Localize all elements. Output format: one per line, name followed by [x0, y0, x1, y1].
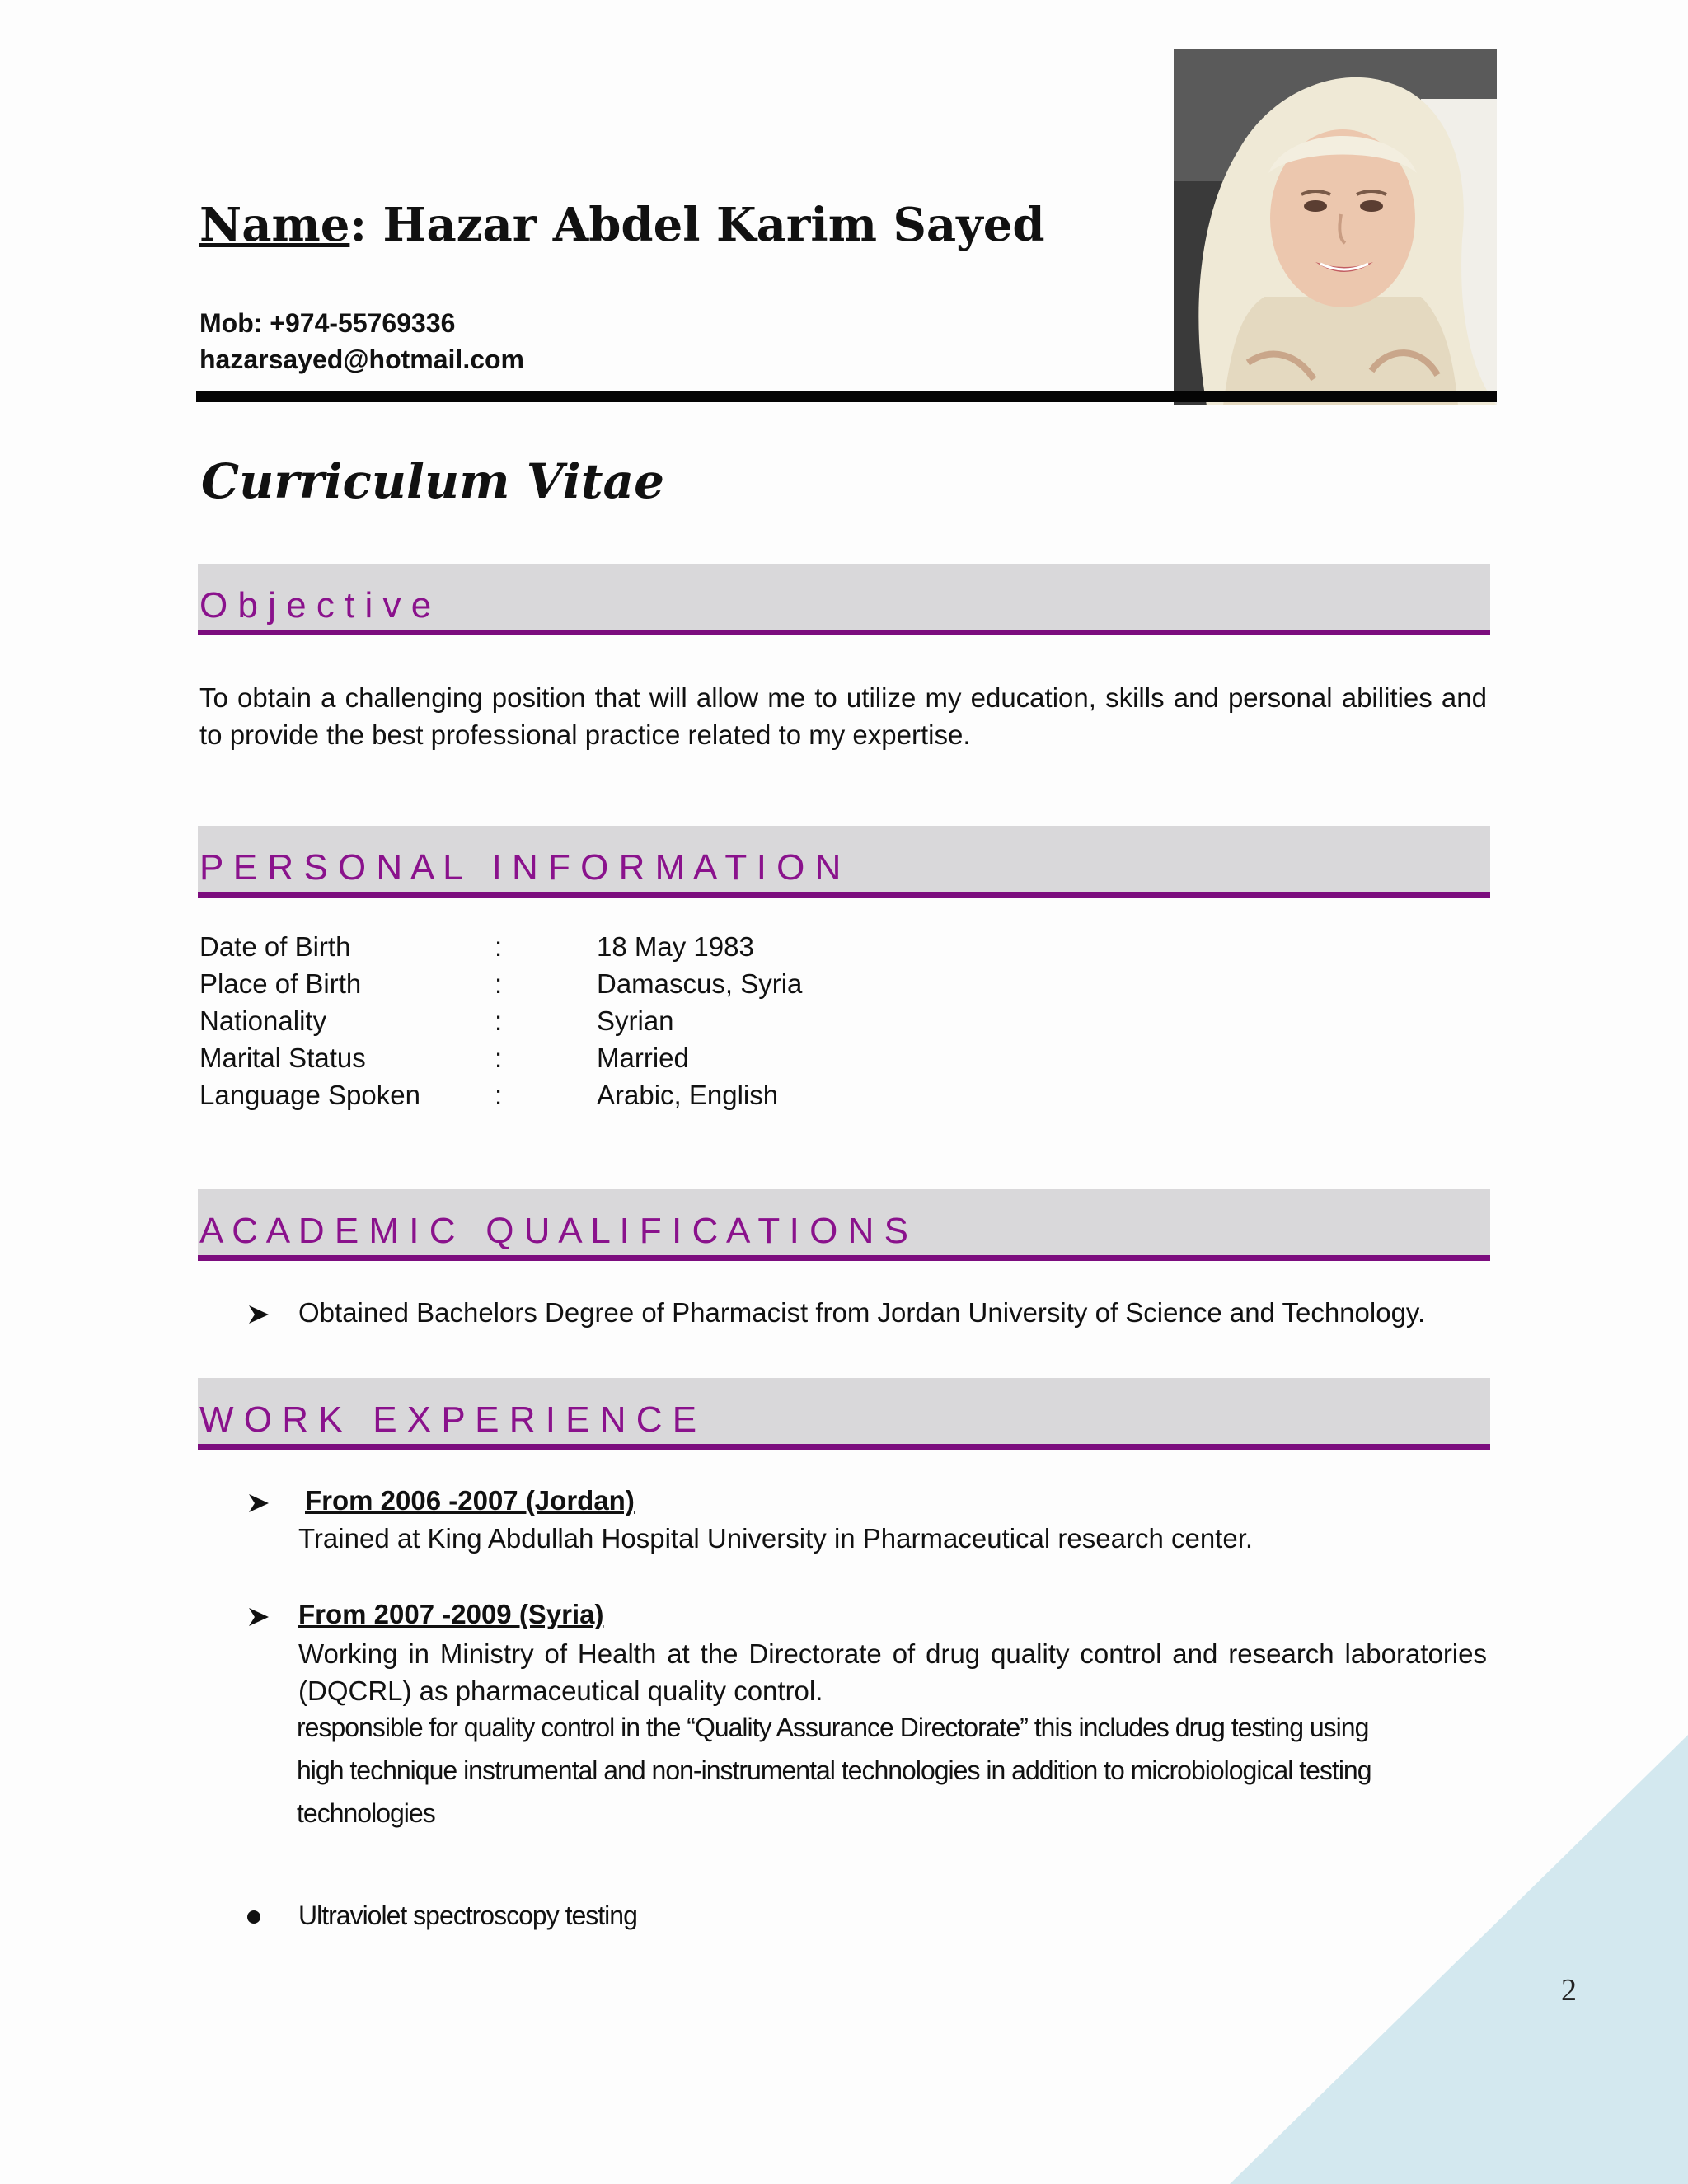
info-label: Place of Birth — [199, 968, 362, 999]
info-label: Date of Birth — [199, 931, 351, 962]
work-detail-line: responsible for quality control in the “Quality Assurance Directorate” this includes drug testing using — [297, 1713, 1369, 1742]
info-separator: : — [495, 1080, 503, 1110]
info-separator: : — [495, 931, 503, 962]
info-value: Arabic, English — [597, 1080, 779, 1110]
info-label: Nationality — [199, 1005, 327, 1036]
section-title-work-experience: W O R K E X P E R I E N C E — [199, 1399, 697, 1440]
page-number: 2 — [1561, 1973, 1577, 2008]
section-title-academic-qualifications: A C A D E M I C Q U A L I F I C A T I O N S — [199, 1211, 908, 1251]
arrow-bullet-icon — [247, 1303, 270, 1326]
skill-bullet-item: Ultraviolet spectroscopy testing — [298, 1900, 637, 1930]
info-separator: : — [495, 1043, 503, 1073]
work-period-2: From 2007 -2009 (Syria) — [298, 1599, 604, 1629]
section-header-personal-information — [198, 826, 1490, 898]
info-label: Language Spoken — [199, 1080, 420, 1110]
work-period-1: From 2006 -2007 (Jordan) — [305, 1485, 635, 1516]
document-title: Curriculum Vitae — [201, 453, 665, 509]
email-address: hazarsayed@hotmail.com — [199, 344, 524, 374]
academic-item: Obtained Bachelors Degree of Pharmacist from Jordan University of Science and Technology. — [298, 1297, 1426, 1328]
objective-text: To obtain a challenging position that will allow me to utilize my education, skills and personal abilities and to provide the best professional practice related to my expertise. — [199, 682, 1487, 750]
arrow-bullet-icon — [247, 1492, 270, 1515]
info-value: Married — [597, 1043, 689, 1073]
candidate-name — [199, 198, 1045, 252]
work-description-1: Trained at King Abdullah Hospital University in Pharmaceutical research center. — [298, 1523, 1254, 1554]
bullet-dot-icon — [247, 1910, 260, 1924]
section-title-personal-information: P E R S O N A L I N F O R M A T I O N — [199, 847, 842, 888]
info-label: Marital Status — [199, 1043, 366, 1073]
work-detail-line: technologies — [297, 1798, 435, 1828]
name-value: : Hazar Abdel Karim Sayed — [349, 198, 1045, 252]
info-value: Damascus, Syria — [597, 968, 803, 999]
info-separator: : — [495, 968, 503, 999]
info-value: 18 May 1983 — [597, 931, 754, 962]
section-header-work-experience — [198, 1378, 1490, 1450]
mobile-number: Mob: +974-55769336 — [199, 308, 456, 338]
section-header-academic-qualifications — [198, 1189, 1490, 1261]
info-separator: : — [495, 1005, 503, 1036]
section-title-objective: O b j e c t i v e — [199, 585, 432, 626]
section-header-objective — [198, 564, 1490, 635]
work-description-2: Working in Ministry of Health at the Directorate of drug quality control and research laboratories (DQCRL) as pharmaceutical quality control. — [298, 1638, 1487, 1706]
info-value: Syrian — [597, 1005, 674, 1036]
name-label: Name — [199, 198, 350, 252]
arrow-bullet-icon — [247, 1605, 270, 1629]
work-detail-line: high technique instrumental and non-instrumental technologies in addition to microbiological testing — [297, 1755, 1372, 1785]
header-divider — [196, 391, 1497, 402]
profile-photo — [1174, 49, 1497, 405]
